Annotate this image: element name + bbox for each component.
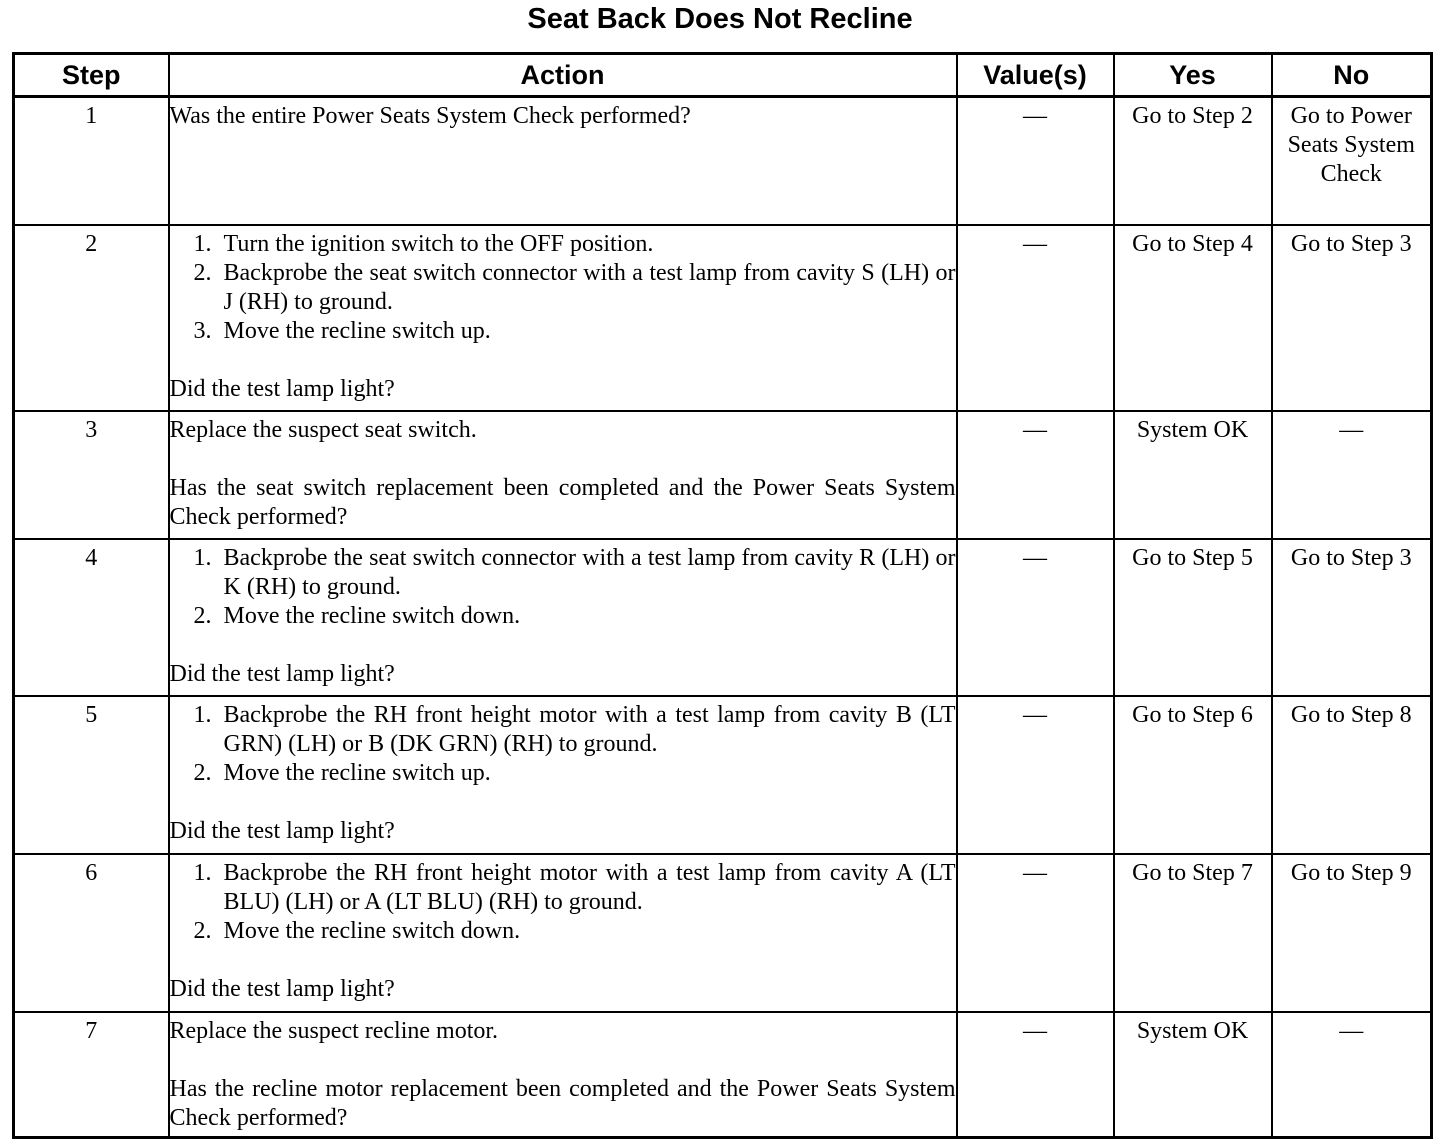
substep-text: Backprobe the RH front height motor with a test lamp from cavity A (LT BLU) (LH) or A (LT BLU) (RH) to ground. [223,859,956,915]
substep-number: 1. [193,701,212,728]
yes-cell: System OK [1114,411,1272,539]
yes-cell: System OK [1114,1012,1272,1138]
step-number: 5 [14,696,169,854]
yes-cell: Go to Step 6 [1114,696,1272,854]
step-number: 7 [14,1012,169,1138]
action-cell [169,411,957,539]
header-no: No [1272,54,1432,97]
yes-cell: Go to Step 7 [1114,854,1272,1012]
substep-text: Backprobe the seat switch connector with a test lamp from cavity S (LH) or J (RH) to ground. [223,259,956,315]
action-cell [169,854,957,1012]
substep-number: 2. [193,602,212,629]
substep-list [170,544,956,631]
table-row [14,411,1432,539]
yes-cell: Go to Step 2 [1114,97,1272,225]
action-cell [169,539,957,696]
no-cell: Go to Step 3 [1272,225,1432,411]
table-row [14,854,1432,1012]
value-cell: — [957,411,1114,539]
question-text: Has the recline motor replacement been completed and the Power Seats System Check performed? [169,1075,956,1131]
question-text: Did the test lamp light? [169,660,395,687]
value-cell: — [957,225,1114,411]
substep-text: Backprobe the seat switch connector with a test lamp from cavity R (LH) or K (RH) to ground. [223,544,956,600]
substep-text: Move the recline switch up. [223,317,491,344]
no-cell: Go to Step 3 [1272,539,1432,696]
substep-text: Move the recline switch up. [223,759,491,786]
substep [170,701,956,759]
action-cell [169,97,957,225]
substep-list [170,859,956,946]
substep-number: 3. [193,317,212,344]
action-text: Replace the suspect seat switch. [169,416,477,443]
step-number: 6 [14,854,169,1012]
substep-text: Move the recline switch down. [223,917,521,944]
no-cell: Go to Power Seats System Check [1272,97,1432,225]
action-cell [169,225,957,411]
substep-number: 2. [193,917,212,944]
substep-text: Move the recline switch down. [223,602,521,629]
value-cell: — [957,1012,1114,1138]
step-number: 3 [14,411,169,539]
substep-text: Backprobe the RH front height motor with a test lamp from cavity B (LT GRN) (LH) or B (DK GRN) (RH) to ground. [223,701,956,757]
value-cell: — [957,539,1114,696]
action-text: Was the entire Power Seats System Check performed? [169,103,691,129]
value-cell: — [957,854,1114,1012]
substep-number: 1. [193,859,212,886]
action-cell [169,696,957,854]
question-text: Did the test lamp light? [169,975,395,1002]
action-cell [169,1012,957,1138]
substep [170,230,956,259]
header-row [14,54,1432,97]
substep-number: 1. [193,230,212,257]
question-text: Has the seat switch replacement been completed and the Power Seats System Check performed? [169,474,956,530]
substep-number: 2. [193,259,212,286]
header-yes: Yes [1114,54,1272,97]
substep [170,917,956,946]
value-cell: — [957,97,1114,225]
question-text: Did the test lamp light? [169,375,395,402]
substep [170,544,956,602]
question-text: Did the test lamp light? [169,817,395,844]
step-number: 2 [14,225,169,411]
substep-list [170,230,956,346]
substep [170,859,956,917]
value-cell: — [957,696,1114,854]
table-row [14,539,1432,696]
substep-number: 1. [193,544,212,571]
header-step: Step [14,54,169,97]
table-row [14,97,1432,225]
action-text: Replace the suspect recline motor. [169,1017,499,1044]
step-number: 4 [14,539,169,696]
substep [170,602,956,631]
substep [170,759,956,788]
substep-number: 2. [193,759,212,786]
step-number: 1 [14,97,169,225]
no-cell: Go to Step 8 [1272,696,1432,854]
table-row [14,225,1432,411]
substep-text: Turn the ignition switch to the OFF position. [223,230,654,257]
header-action: Action [169,54,957,97]
no-cell: — [1272,1012,1432,1138]
substep [170,317,956,346]
yes-cell: Go to Step 5 [1114,539,1272,696]
substep [170,259,956,317]
yes-cell: Go to Step 4 [1114,225,1272,411]
no-cell: Go to Step 9 [1272,854,1432,1012]
page-title: Seat Back Does Not Recline [527,3,913,35]
substep-list [170,701,956,788]
table-row [14,1012,1432,1138]
diagnostic-table [12,52,1433,1139]
no-cell: — [1272,411,1432,539]
header-values: Value(s) [957,54,1114,97]
table-row [14,696,1432,854]
